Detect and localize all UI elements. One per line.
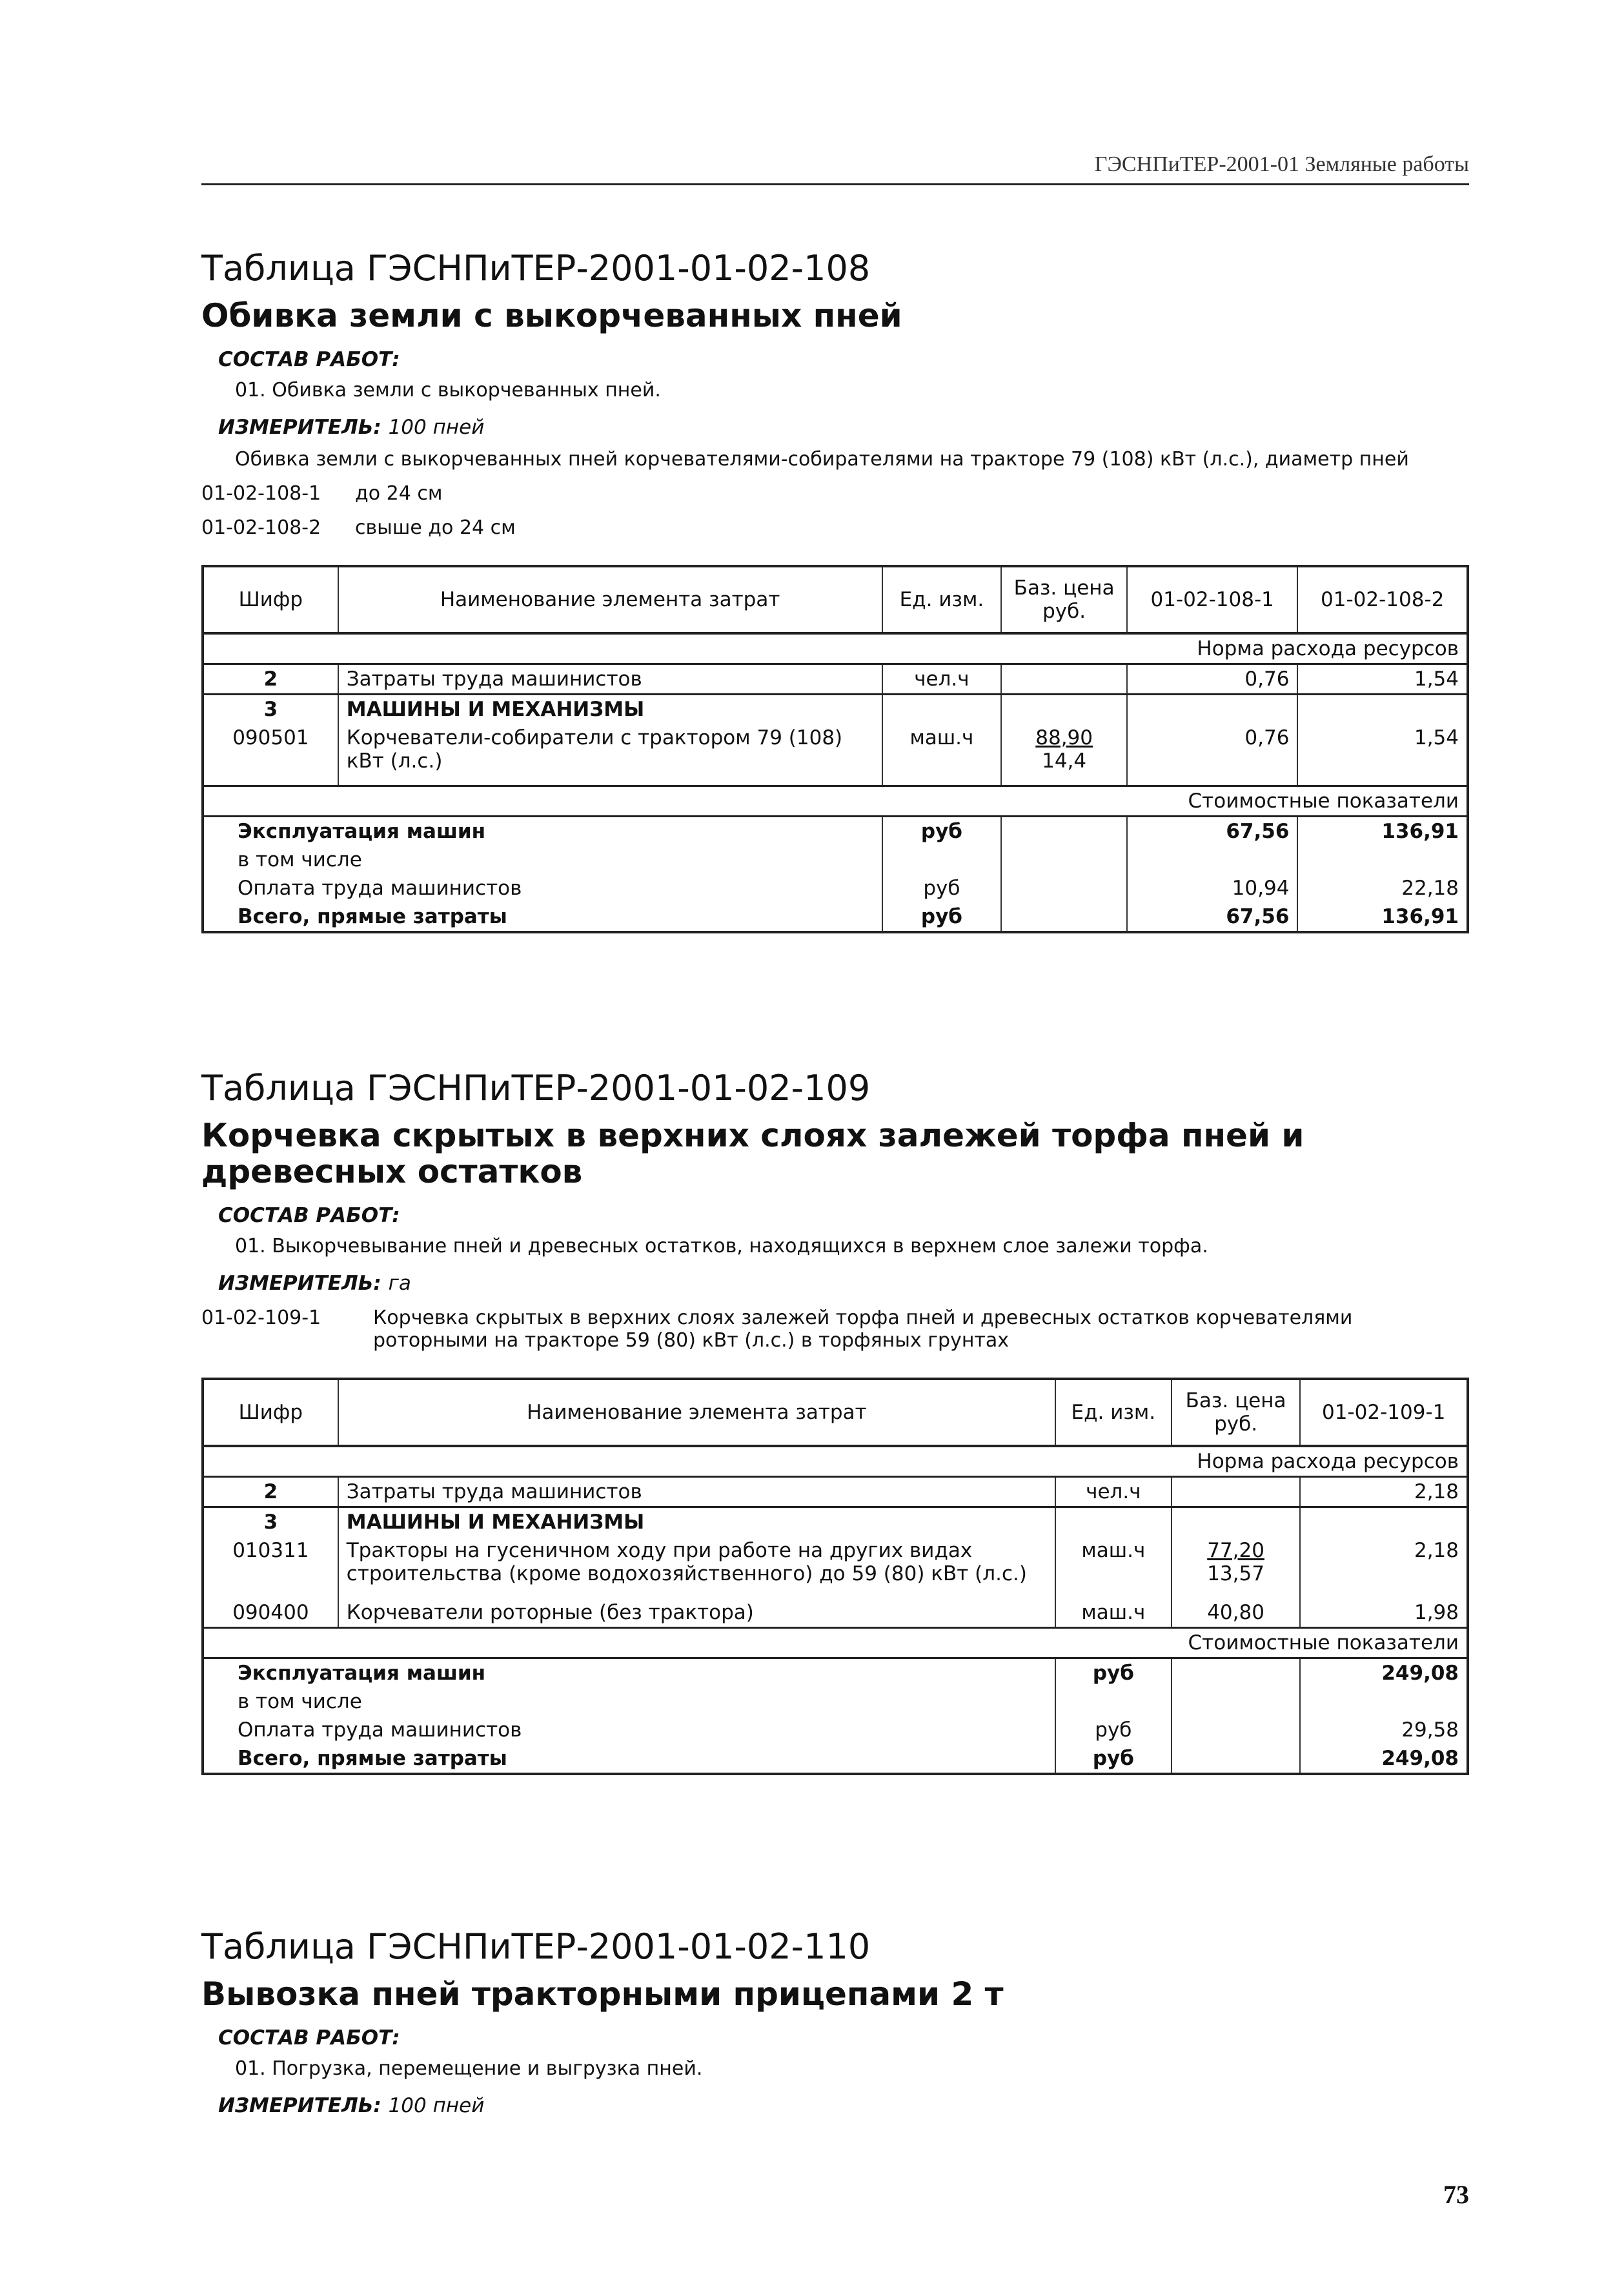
table-row: 3 МАШИНЫ И МЕХАНИЗМЫ [203, 695, 1468, 724]
table-header-row [203, 1379, 1468, 1446]
col-header: Баз. цена руб. [1001, 566, 1127, 633]
total-row: Всего, прямые затраты руб 249,08 [203, 1744, 1468, 1774]
code-row: 01-02-108-1 до 24 см [201, 482, 443, 505]
table-subtitle: Обивка земли с выкорчеванных пней [201, 297, 902, 335]
total-row: Всего, прямые затраты руб 67,56 136,91 [203, 902, 1468, 932]
code-row: 01-02-109-1 Корчевка скрытых в верхних слоях залежей торфа пней и древесных остатков корчевателями роторными на тракторе 59 (80) кВт (л.с.) в торфяных грунтах [201, 1307, 1353, 1352]
code-row: 01-02-108-2 свыше до 24 см [201, 516, 516, 540]
cost-label: Стоимостные показатели [203, 786, 1468, 816]
section-110 [201, 1927, 1469, 2117]
izmeritel-label: ИЗМЕРИТЕЛЬ: 100 пней [218, 2094, 485, 2118]
col-header: Ед. изм. [882, 566, 1002, 633]
sostav-item: 01. Погрузка, перемещение и выгрузка пней. [235, 2057, 703, 2081]
total-row: Оплата труда машинистов руб 10,94 22,18 [203, 874, 1468, 902]
work-description: Обивка земли с выкорчеванных пней корчевателями-собирателями на тракторе 79 (108) кВт (л.с.), диаметр пней [235, 448, 1409, 471]
table-row: 090501 Корчеватели-собиратели с трактором 79 (108) кВт (л.с.) маш.ч 88,90 14,4 0,76 1,54 [203, 724, 1468, 786]
izmeritel-label: ИЗМЕРИТЕЛЬ: 100 пней [218, 416, 485, 440]
norms-table [201, 565, 1469, 933]
section-108 [201, 249, 1469, 933]
norm-label: Норма расхода ресурсов [203, 1446, 1468, 1477]
table-row: 010311 Тракторы на гусеничном ходу при работе на других видах строительства (кроме водохозяйственного) до 59 (80) кВт (л.с.) маш.ч 77,20 13,57 2,18 [203, 1536, 1468, 1598]
cost-label-row [203, 786, 1468, 816]
table-row: 090400 Корчеватели роторные (без трактора) маш.ч 40,80 1,98 [203, 1598, 1468, 1628]
izmeritel-label: ИЗМЕРИТЕЛЬ: га [218, 1272, 411, 1296]
col-header: Шифр [203, 566, 338, 633]
table-title: Таблица ГЭСНПиТЕР-2001-01-02-108 [201, 248, 871, 289]
page-number: 73 [1443, 2180, 1469, 2209]
table-subtitle: Вывозка пней тракторными прицепами 2 т [201, 1975, 1004, 2013]
section-109 [201, 1068, 1469, 1775]
table-row: 2 Затраты труда машинистов чел.ч 0,76 1,54 [203, 664, 1468, 695]
col-header: Наименование элемента затрат [338, 566, 882, 633]
sostav-label: СОСТАВ РАБОТ: [218, 348, 400, 372]
header-text: ГЭСНПиТЕР-2001-01 Земляные работы [1094, 152, 1469, 176]
table-header-row [203, 566, 1468, 633]
table-row: 2 Затраты труда машинистов чел.ч 2,18 [203, 1477, 1468, 1507]
sostav-label: СОСТАВ РАБОТ: [218, 2026, 400, 2050]
total-row: Эксплуатация машин руб 67,56 136,91 [203, 816, 1468, 846]
sostav-item: 01. Выкорчевывание пней и древесных остатков, находящихся в верхнем слое залежи торфа. [235, 1235, 1208, 1258]
sostav-label: СОСТАВ РАБОТ: [218, 1204, 400, 1228]
table-subtitle: Корчевка скрытых в верхних слоях залежей торфа пней и древесных остатков [201, 1117, 1304, 1191]
col-header: Ед. изм. [1055, 1379, 1172, 1446]
col-header: 01-02-108-1 [1127, 566, 1297, 633]
col-header: Шифр [203, 1379, 338, 1446]
table-title: Таблица ГЭСНПиТЕР-2001-01-02-110 [201, 1926, 871, 1967]
col-header: 01-02-109-1 [1300, 1379, 1468, 1446]
cost-label: Стоимостные показатели [203, 1628, 1468, 1658]
total-row: в том числе [203, 1687, 1468, 1716]
col-header: 01-02-108-2 [1297, 566, 1468, 633]
table-row: 3 МАШИНЫ И МЕХАНИЗМЫ [203, 1507, 1468, 1537]
sostav-item: 01. Обивка земли с выкорчеванных пней. [235, 379, 661, 402]
total-row: Оплата труда машинистов руб 29,58 [203, 1716, 1468, 1744]
total-row: в том числе [203, 846, 1468, 874]
norm-label-row [203, 633, 1468, 664]
col-header: Наименование элемента затрат [338, 1379, 1055, 1446]
running-header [201, 152, 1469, 185]
norm-label-row [203, 1446, 1468, 1477]
table-title: Таблица ГЭСНПиТЕР-2001-01-02-109 [201, 1068, 871, 1108]
norm-label: Норма расхода ресурсов [203, 633, 1468, 664]
norms-table [201, 1378, 1469, 1775]
col-header: Баз. цена руб. [1172, 1379, 1301, 1446]
total-row: Эксплуатация машин руб 249,08 [203, 1658, 1468, 1688]
cost-label-row [203, 1628, 1468, 1658]
